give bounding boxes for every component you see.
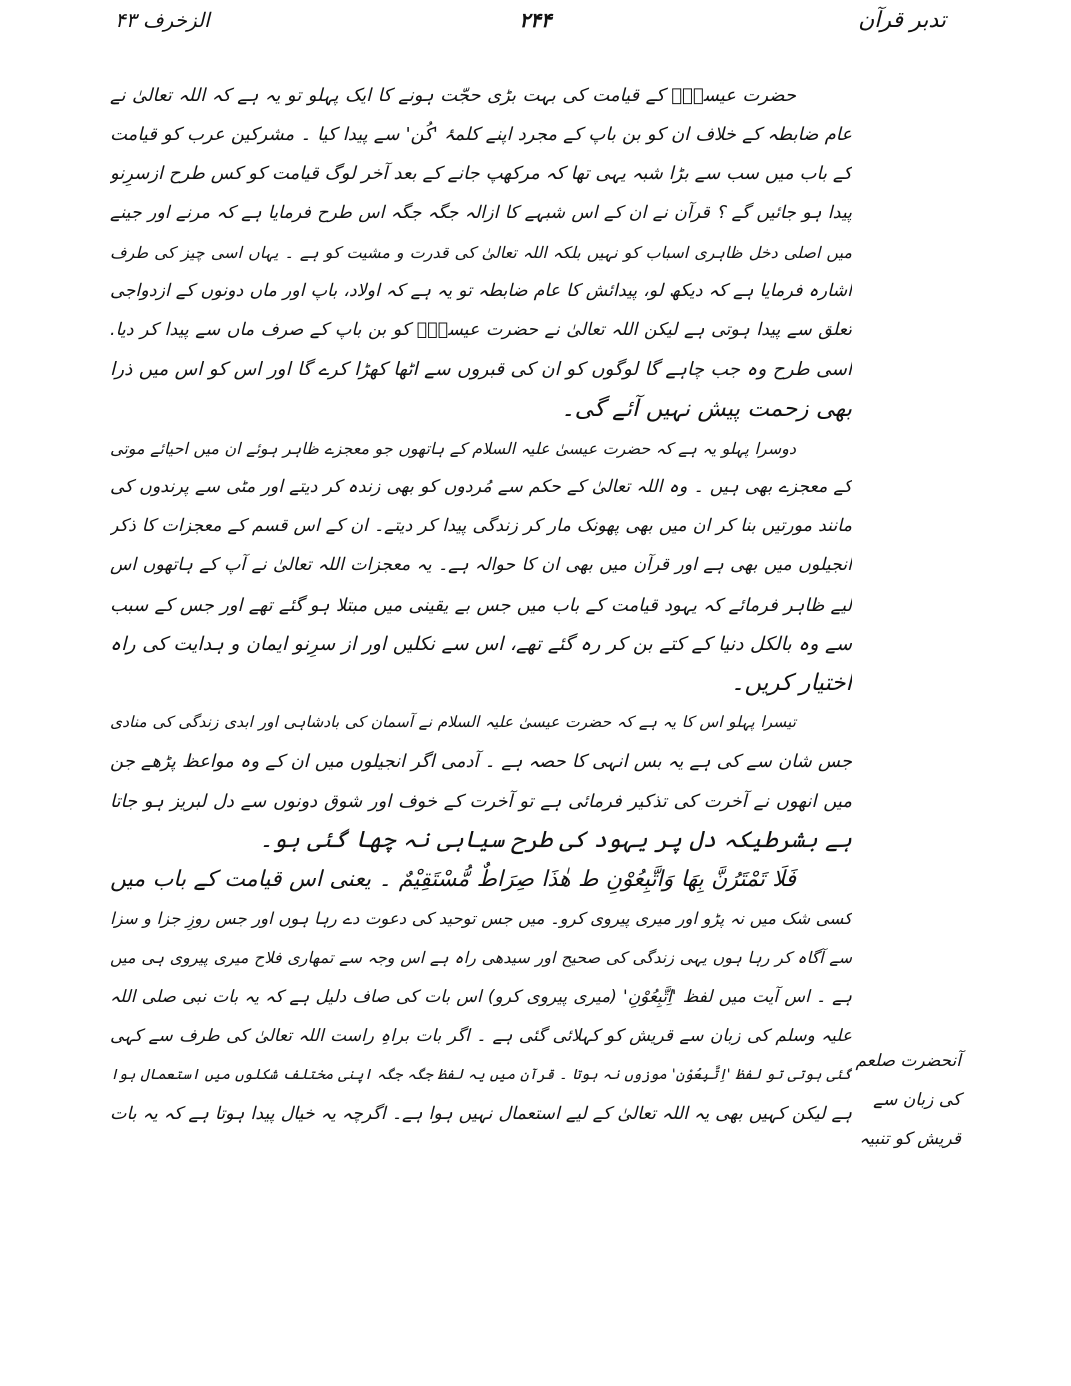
text-line: سے وہ بالکل دنیا کے کتے بن کر رہ گئے تھے، اس سے نکلیں اور از سرِنو ایمان و ہدایت کی راہ <box>110 632 852 655</box>
paragraph-1 <box>110 76 852 429</box>
text-line: عام ضابطہ کے خلاف ان کو بن باپ کے مجرد اپنے کلمۂ 'کُن' سے پیدا کیا ۔ مشرکین عرب کو قیامت <box>110 124 852 146</box>
quran-verse-line: فَلَا تَمْتَرُنَّ بِهَا وَاتَّبِعُوْنِ ط هٰذَا صِرَاطٌ مُّسْتَقِيْمٌ ۔ یعنی اس قیامت کے باب میں <box>110 867 796 893</box>
margin-note-line: آنحضرت صلعم <box>855 1051 961 1071</box>
text-line: تعلق سے پیدا ہوتی ہے لیکن اللہ تعالیٰ نے حضرت عیسیٰؑ کو بن باپ کے صرف ماں سے پیدا کر دیا. <box>110 320 852 341</box>
margin-note <box>855 1042 961 1160</box>
margin-note-line: کی زبان سے <box>873 1090 961 1111</box>
text-line: انجیلوں میں بھی ہے اور قرآن میں بھی ان کا حوالہ ہے۔ یہ معجزات اللہ تعالیٰ نے آپ کے ہاتھوں اس <box>110 555 852 576</box>
text-line: اشارہ فرمایا ہے کہ دیکھ لو، پیدائش کا عام ضابطہ تو یہ ہے کہ اولاد، باپ اور ماں دونوں کے ازدواجی <box>110 281 852 302</box>
text-line: ہے بشرطیکہ دل پر یہود کی طرح سیاہی نہ چھا گئی ہو۔ <box>259 826 852 853</box>
text-line: دوسرا پہلو یہ ہے کہ حضرت عیسیٰ علیہ السلام کے ہاتھوں جو معجزے ظاہر ہوئے ان میں احیائے موتی <box>110 438 796 458</box>
text-line: لیے ظاہر فرمائے کہ یہود قیامت کے باب میں جس بے یقینی میں مبتلا ہو گئے تھے اور جس کے سبب <box>110 594 852 616</box>
text-line: میں اصلی دخل ظاہری اسباب کو نہیں بلکہ اللہ تعالیٰ کی قدرت و مشیت کو ہے ۔ یہاں اسی چیز کی طرف <box>110 242 852 262</box>
text-line: پیدا ہو جائیں گے ؟ قرآن نے ان کے اس شبہے کا ازالہ جگہ جگہ اس طرح فرمایا ہے کہ مرنے اور جینے <box>110 202 852 223</box>
text-line: میں انھوں نے آخرت کی تذکیر فرمائی ہے تو آخرت کے خوف اور شوق دونوں سے دل لبریز ہو جاتا <box>110 790 852 812</box>
text-line: سے آگاہ کر رہا ہوں یہی زندگی کی صحیح اور سیدھی راہ ہے اس وجہ سے تمھاری فلاح میری پیروی ہی میں <box>110 948 852 968</box>
paragraph-4 <box>110 860 852 1134</box>
text-line: ہے لیکن کہیں بھی یہ اللہ تعالیٰ کے لیے استعمال نہیں ہوا ہے۔ اگرچہ یہ خیال پیدا ہوتا ہے کہ یہ بات <box>110 1104 852 1125</box>
page-body <box>110 76 852 1134</box>
text-line: جس شان سے کی ہے یہ بس انہی کا حصہ ہے ۔ آدمی اگر انجیلوں میں ان کے وہ مواعظ پڑھے جن <box>110 751 852 773</box>
surah-label: الزخرف ۴۳ <box>115 8 210 32</box>
text-line: کے باب میں سب سے بڑا شبہ یہی تھا کہ مرکھپ جانے کے بعد آخر لوگ قیامت کو کس طرح ازسرِنو <box>110 163 852 185</box>
text-line: حضرت عیسیٰؑ کے قیامت کی بہت بڑی حجّت ہونے کا ایک پہلو تو یہ ہے کہ اللہ تعالیٰ نے <box>110 85 796 106</box>
book-title: تدبر قرآن <box>858 8 946 33</box>
text-line: اسی طرح وہ جب چاہے گا لوگوں کو ان کی قبروں سے اٹھا کھڑا کرے گا اور اس کو اس میں ذرا <box>110 359 852 381</box>
text-line: اختیار کریں۔ <box>731 670 852 697</box>
text-line: کے معجزے بھی ہیں ۔ وہ اللہ تعالیٰ کے حکم سے مُردوں کو بھی زندہ کر دیتے اور مٹی سے پرندوں کی <box>110 477 852 498</box>
text-line: علیہ وسلم کی زبان سے قریش کو کہلائی گئی ہے ۔ اگر بات براہِ راست اللہ تعالیٰ کی طرف سے کہی <box>110 1025 852 1046</box>
text-line: ہے ۔ اس آیت میں لفظ 'اِتَّبِعُوْنِ' (میری پیروی کرو) اس بات کی صاف دلیل ہے کہ یہ بات نبی صلی اللہ <box>110 986 852 1007</box>
margin-note-line: قریش کو تنبیہ <box>859 1129 961 1150</box>
text-line: کسی شک میں نہ پڑو اور میری پیروی کرو۔ میں جس توحید کی دعوت دے رہا ہوں اور جس روزِ جزا و سزا <box>110 909 852 929</box>
text-line: مانند مورتیں بنا کر ان میں بھی پھونک مار کر زندگی پیدا کر دیتے۔ ان کے اس قسم کے معجزات کا ذکر <box>110 516 852 537</box>
text-line: بھی زحمت پیش نہیں آئے گی۔ <box>561 395 852 422</box>
page-number: ۲۴۴ <box>519 8 552 32</box>
text-line: تیسرا پہلو اس کا یہ ہے کہ حضرت عیسیٰ علیہ السلام نے آسمان کی بادشاہی اور ابدی زندگی کی منادی <box>110 713 796 732</box>
paragraph-2 <box>110 429 852 703</box>
paragraph-3 <box>110 703 852 860</box>
text-line: گئی ہوتی تو لفظ 'اِتَّبِعُوْنِ' موزوں نہ ہوتا ۔ قرآن میں یہ لفظ جگہ جگہ اپنی مختلف شکلوں میں استعمال ہوا <box>110 1067 852 1084</box>
